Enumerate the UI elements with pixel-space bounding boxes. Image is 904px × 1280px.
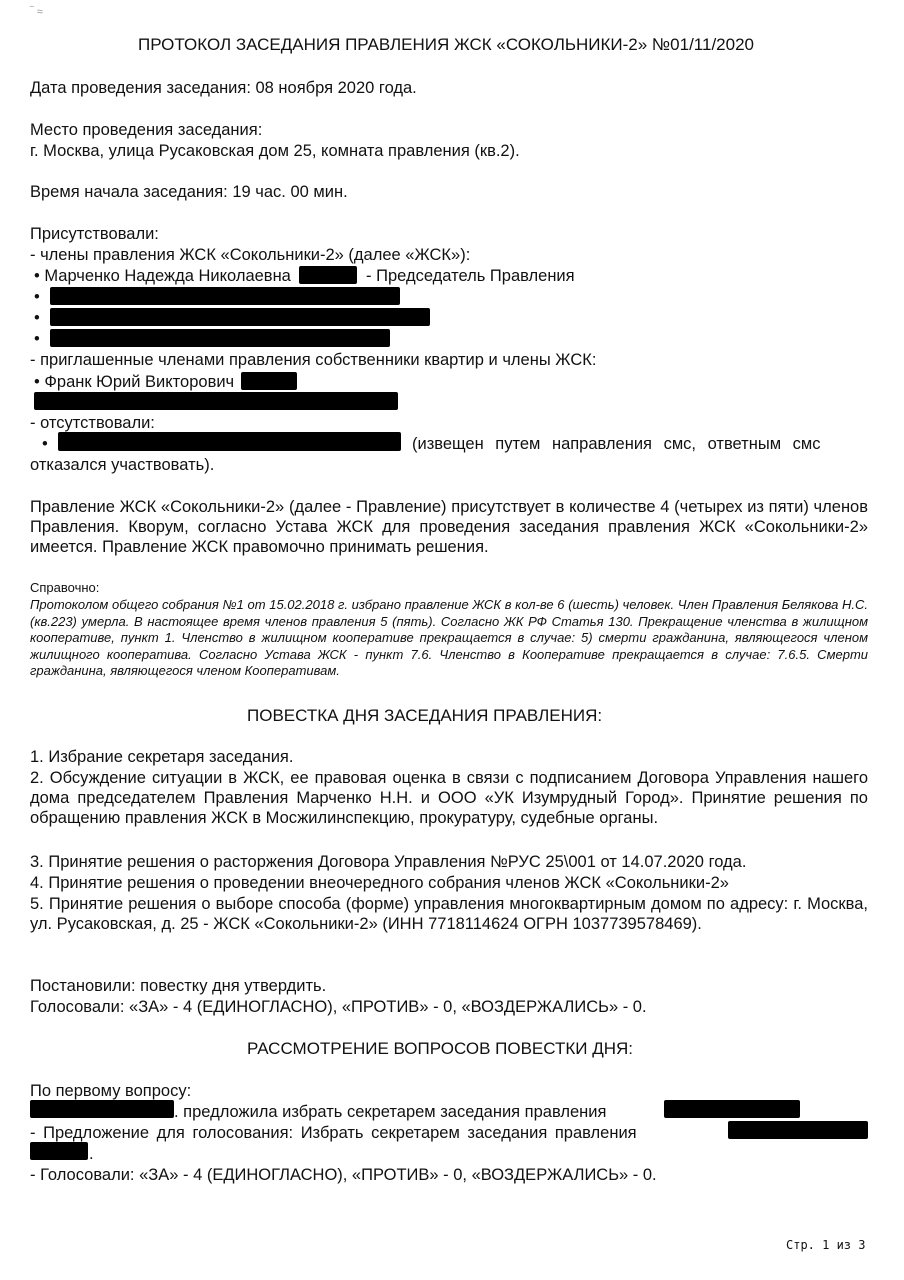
redaction-box: [30, 1142, 88, 1160]
redaction-box: [50, 287, 400, 305]
redaction-box: [50, 308, 430, 326]
redaction-box: [241, 372, 297, 390]
agenda-item-2: 2. Обсуждение ситуации в ЖСК, ее правовая оценка в связи с подписанием Договора Управления нашего дома председателем Правления Марченко Н.Н. и ООО «УК Изумрудный Город». Принятие решения по обращению правления ЖСК в Мосжилинспекцию, прокуратуру, судебные органы.: [30, 769, 868, 827]
invited-line: [34, 372, 297, 392]
redaction-box: [664, 1100, 800, 1118]
absent-note-cont: отказался участвовать).: [30, 456, 215, 474]
agenda-voted: Голосовали: «ЗА» - 4 (ЕДИНОГЛАСНО), «ПРОТИВ» - 0, «ВОЗДЕРЖАЛИСЬ» - 0.: [30, 998, 647, 1016]
scan-mark: ‾ ≈: [30, 6, 43, 18]
absent-note: (извещен путем направления смс, ответным смс: [412, 435, 821, 453]
member-line: [34, 287, 400, 307]
redaction-box: [34, 392, 398, 410]
chair-role: - Председатель Правления: [366, 267, 575, 285]
agenda-item-5: 5. Принятие решения о выборе способа (форме) управления многоквартирным домом по адресу: г. Москва, ул. Русаковская, д. 25 - ЖСК «Сокольники-2» (ИНН 7718114624 ОГРН 1037739578469).: [30, 895, 868, 933]
q1-voted: - Голосовали: «ЗА» - 4 (ЕДИНОГЛАСНО), «ПРОТИВ» - 0, «ВОЗДЕРЖАЛИСЬ» - 0.: [30, 1166, 657, 1184]
absent-bullet: •: [42, 435, 48, 453]
present-label: Присутствовали:: [30, 225, 159, 243]
reference-label: Справочно:: [30, 580, 100, 595]
invited-label: - приглашенные членами правления собственники квартир и члены ЖСК:: [30, 351, 597, 369]
reference-text: Протоколом общего собрания №1 от 15.02.2018 г. избрано правление ЖСК в кол-ве 6 (шесть) человек. Член Правления Белякова Н.С. (кв.223) умерла. В настоящее время членов правления 5 (пять). Согласно ЖК РФ Статья 130. Прекращение членства в жилищном кооперативе, пункт 1. Членство в жилищном кооперативе прекращается в случае: 5) смерти гражданина, являющегося членом жилищного кооператива. Согласно Устава ЖСК - пункт 7.6. Членство в Кооперативе прекращается в случае: 7.6.5. Смерти гражданина, являющегося членом Кооперативам.: [30, 597, 868, 678]
consideration-heading: РАССМОТРЕНИЕ ВОПРОСОВ ПОВЕСТКИ ДНЯ:: [247, 1039, 633, 1058]
redaction-box: [299, 266, 357, 284]
absent-label: - отсутствовали:: [30, 414, 155, 432]
q1-label: По первому вопросу:: [30, 1082, 192, 1100]
document-title: ПРОТОКОЛ ЗАСЕДАНИЯ ПРАВЛЕНИЯ ЖСК «СОКОЛЬНИКИ-2» №01/11/2020: [138, 35, 754, 54]
bullet: •: [34, 330, 40, 348]
redaction-box: [728, 1121, 868, 1139]
meeting-date: Дата проведения заседания: 08 ноября 2020 года.: [30, 79, 417, 97]
quorum-paragraph: Правление ЖСК «Сокольники-2» (далее - Правление) присутствует в количестве 4 (четырех из пяти) членов Правления. Кворум, согласно Устава ЖСК для проведения заседания правления ЖСК «Сокольники-2» имеется. Правление ЖСК правомочно принимать решения.: [30, 498, 868, 556]
q1-period: .: [89, 1145, 94, 1163]
member-line: [34, 329, 390, 349]
meeting-place-value: г. Москва, улица Русаковская дом 25, комната правления (кв.2).: [30, 142, 520, 160]
bullet: •: [34, 309, 40, 327]
q1-proposed: . предложила избрать секретарем заседания правления: [174, 1103, 607, 1121]
invited-name: • Франк Юрий Викторович: [34, 373, 235, 391]
members-label: - члены правления ЖСК «Сокольники-2» (далее «ЖСК»):: [30, 246, 471, 264]
agenda-resolved: Постановили: повестку дня утвердить.: [30, 977, 327, 995]
bullet: •: [34, 288, 40, 306]
agenda-heading: ПОВЕСТКА ДНЯ ЗАСЕДАНИЯ ПРАВЛЕНИЯ:: [247, 706, 603, 725]
chair-line: [34, 266, 575, 286]
meeting-time: Время начала заседания: 19 час. 00 мин.: [30, 183, 348, 201]
agenda-item-1: 1. Избрание секретаря заседания.: [30, 748, 294, 766]
q1-proposal: - Предложение для голосования: Избрать секретарем заседания правления: [30, 1124, 637, 1142]
meeting-place-label: Место проведения заседания:: [30, 121, 263, 139]
member-line: [34, 308, 430, 328]
redaction-box: [58, 432, 401, 451]
redaction-box: [50, 329, 390, 347]
chair-name: • Марченко Надежда Николаевна: [34, 267, 291, 285]
redaction-box: [30, 1100, 174, 1118]
agenda-item-4: 4. Принятие решения о проведении внеочередного собрания членов ЖСК «Сокольники-2»: [30, 874, 729, 892]
agenda-item-3: 3. Принятие решения о расторжения Договора Управления №РУС 25\001 от 14.07.2020 года.: [30, 853, 747, 871]
page-number: Стр. 1 из 3: [786, 1238, 866, 1252]
